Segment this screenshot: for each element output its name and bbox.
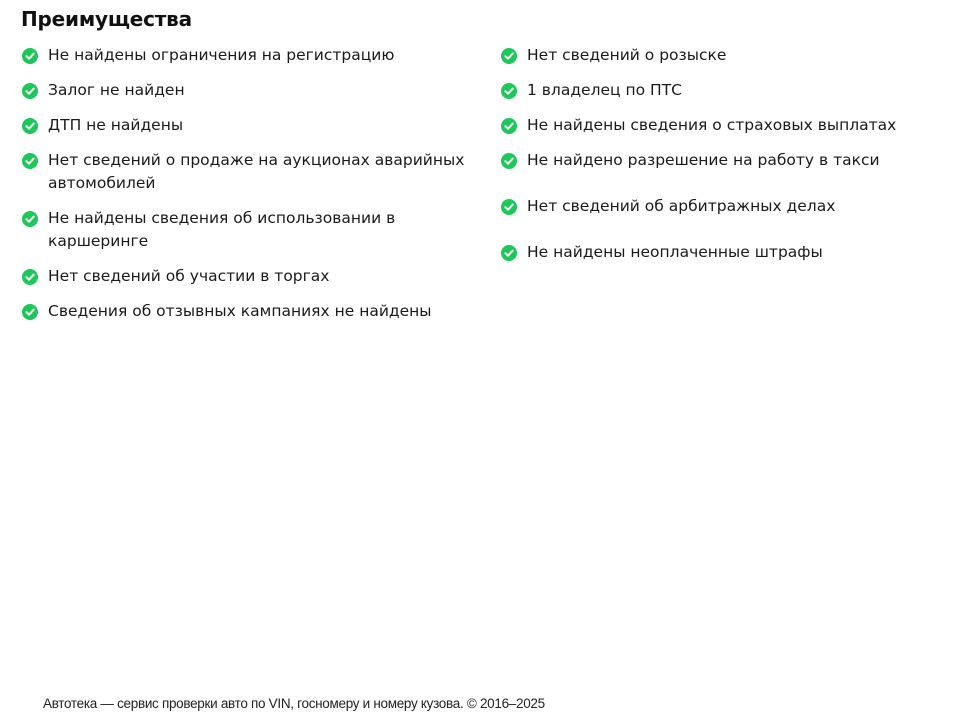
check-circle-icon	[501, 118, 517, 134]
check-circle-icon	[22, 153, 38, 169]
check-circle-icon	[501, 48, 517, 64]
item-text: Сведения об отзывных кампаниях не найдены	[48, 302, 432, 320]
check-circle-icon	[501, 153, 517, 169]
list-item	[501, 79, 941, 102]
item-text: Залог не найден	[48, 81, 185, 99]
item-text: ДТП не найдены	[48, 116, 184, 134]
item-text: Нет сведений об арбитражных делах	[527, 197, 836, 215]
advantages-list-right	[501, 44, 941, 276]
item-text: Нет сведений о продаже на аукционах аварийных автомобилей	[48, 151, 465, 192]
check-circle-icon	[501, 83, 517, 99]
list-item	[501, 241, 941, 264]
check-circle-icon	[501, 245, 517, 261]
list-item	[501, 149, 941, 172]
check-circle-icon	[501, 199, 517, 215]
footer-copyright: Автотека — сервис проверки авто по VIN, госномеру и номеру кузова. © 2016–2025	[43, 696, 545, 711]
list-item	[501, 114, 941, 137]
advantages-list-left	[22, 44, 492, 335]
item-text: Не найдено разрешение на работу в такси	[527, 151, 880, 169]
check-circle-icon	[22, 48, 38, 64]
list-item	[22, 207, 492, 253]
list-item	[22, 79, 492, 102]
list-item	[22, 265, 492, 288]
item-text: Не найдены сведения об использовании в каршеринге	[48, 209, 396, 250]
list-item	[501, 44, 941, 67]
list-item	[22, 114, 492, 137]
list-item	[22, 44, 492, 67]
item-text: Нет сведений об участии в торгах	[48, 267, 330, 285]
check-circle-icon	[22, 269, 38, 285]
item-text: Не найдены неоплаченные штрафы	[527, 243, 823, 261]
item-text: Не найдены сведения о страховых выплатах	[527, 116, 897, 134]
check-circle-icon	[22, 304, 38, 320]
list-item	[501, 195, 941, 218]
check-circle-icon	[22, 83, 38, 99]
item-text: 1 владелец по ПТС	[527, 81, 682, 99]
item-text: Не найдены ограничения на регистрацию	[48, 46, 395, 64]
item-text: Нет сведений о розыске	[527, 46, 727, 64]
check-circle-icon	[22, 211, 38, 227]
list-item	[22, 300, 492, 323]
list-item	[22, 149, 492, 195]
check-circle-icon	[22, 118, 38, 134]
section-title: Преимущества	[21, 7, 192, 31]
